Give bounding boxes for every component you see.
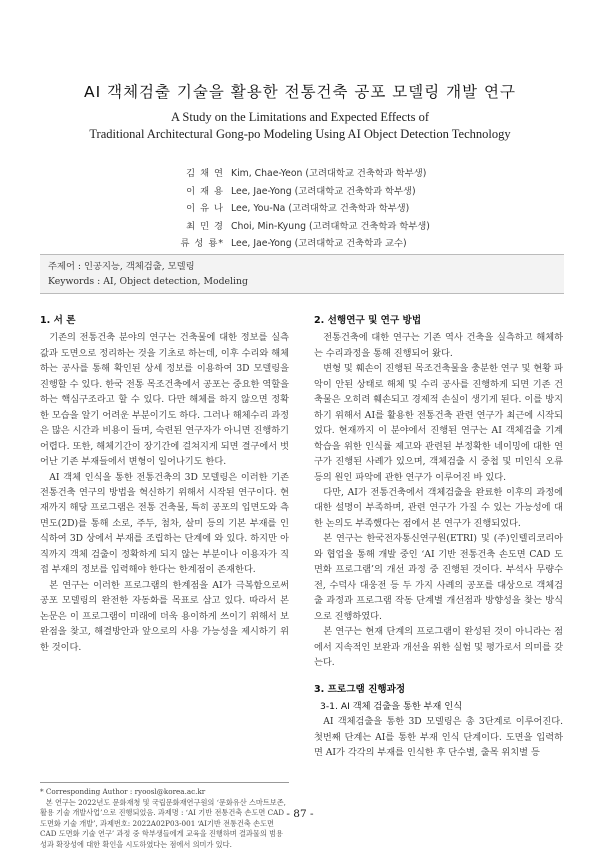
body-paragraph: AI 객체 인식을 통한 전통건축의 3D 모델링은 이러한 기존 전통건축 연구의 방법을 혁신하기 위해서 시작된 연구이다. 현재까지 해당 프로그램은 전통 건축물, 특히 공포의 입면도와 측면도(2D)를 통해 소로, 주두, 첨차, 살미 등의 기본 부재를 인식하여 3D 상에서 부재를 조립하는 단계에 와 있다. 하지만 아직까지 객체 검출이 정확하게 되지 않는 부분이나 이용자가 직접 부재의 정보를 입력해야 한다는 한계점이 존재한다. xyxy=(40,471,289,576)
author-english-name: Lee, You-Na xyxy=(230,203,286,214)
author-affiliation: (고려대학교 건축학과 학부생) xyxy=(294,185,416,197)
author-korean-name: 류 성 룡* xyxy=(180,238,224,249)
english-title-line: Traditional Architectural Gong-po Modeling Using AI Object Detection Technology xyxy=(89,127,511,141)
author-entry xyxy=(178,183,478,201)
author-english-name: Lee, Jae-Yong xyxy=(230,185,292,197)
section-heading-program-process: 3. 프로그램 진행과정 xyxy=(314,684,406,696)
body-paragraph: 기존의 전통건축 분야의 연구는 건축물에 대한 정보를 실측값과 도면으로 정리하는 것을 기초로 하는데, 이후 수리와 해체하는 공사를 통해 확인된 상세 정보를 이용하여 3D 모델링을 진행할 수 있다. 한국 전통 목조건축에서 공포는 중요한 역할을 하는 핵심구조라고 할 수 있다. 다만 해체를 하지 않으면 정확한 모습을 알기 어려운 부분이기도 하다. 그러나 해체수리 과정은 많은 시간과 비용이 들며, 숙련된 연구자가 아니면 진행하기 어렵다. 또한, 해체기간이 장기간에 걸쳐지게 되면 결구에서 벗어난 기존 부재들에서 변형이 일어나기도 한다. xyxy=(40,332,289,468)
section-heading-introduction: 1. 서 론 xyxy=(40,315,76,326)
author-english-name: Kim, Chae-Yeon xyxy=(230,168,303,179)
body-paragraph: AI 객체검출을 통한 3D 모델링은 총 3단계로 이루어진다. 첫번째 단계는 AI를 통한 부재 인식 단계이다. 도면을 입력하면 AI가 각각의 부재를 인식한 후 단수별, 출목 위치별 등 xyxy=(314,716,563,759)
author-korean-name: 이 유 나 xyxy=(186,203,224,214)
page-number: - 87 - xyxy=(286,808,314,820)
body-paragraph: 본 연구는 현재 단계의 프로그램이 완성된 것이 아니라는 점에서 지속적인 보완과 개선을 위한 실험 및 평가로서 의미를 갖는다. xyxy=(314,626,563,668)
author-entry xyxy=(178,218,478,236)
keywords-box xyxy=(40,254,564,294)
author-korean-name: 이 재 용 xyxy=(186,185,224,197)
author-korean-name: 최 민 경 xyxy=(186,220,224,232)
english-title-line: A Study on the Limitations and Expected Effects of xyxy=(170,110,430,124)
keywords-english: Keywords : AI, Object detection, Modeling xyxy=(48,276,248,287)
author-entry xyxy=(178,200,478,218)
author-korean-name: 김 채 연 xyxy=(186,168,224,179)
paper-title: AI 객체검출 기술을 활용한 전통건축 공포 모델링 개발 연구 xyxy=(84,83,516,101)
corresponding-author: * Corresponding Author : ryoosl@korea.ac.kr xyxy=(40,787,206,796)
subsection-heading: 3-1. AI 객체 검출을 통한 부재 인식 xyxy=(320,700,463,712)
body-paragraph: 본 연구는 한국전자통신연구원(ETRI) 및 (주)인텔리코리아와 협업을 통해 개발 중인 ‘AI 기반 전통건축 손도면 CAD 도면화 프로그램’의 개선 과정 중 진행된 것이다. 부석사 무량수전, 수덕사 대웅전 등 두 가지 사례의 공포를 대상으로 객체검출 과정과 프로그램 작동 단계별 개선점과 방향성을 찾는 방식으로 진행하였다. xyxy=(314,533,563,622)
author-english-name: Choi, Min-Kyung xyxy=(230,220,306,232)
author-affiliation: (고려대학교 건축학과 학부생) xyxy=(308,220,430,232)
body-paragraph: 변형 및 훼손이 진행된 목조건축물을 충분한 연구 및 현황 파악이 안된 상태로 해체 및 수리 공사를 진행하게 되면 기존 건축물은 오히려 훼손되고 경제적 손실이 생기게 된다. 이를 방지하기 위해서 AI를 활용한 전통건축 관련 연구가 최근에 시작되었다. 현재까지 이 분야에서 진행된 연구는 AI 객체검출 기계학습을 위한 인식률 제고와 관련된 부정확한 네이밍에 대한 연구가 진행된 사례가 있으며, 객체검출 시 중첩 및 미인식 오류 등의 원인 파악에 관한 연구가 이루어진 바 있다. xyxy=(314,363,563,483)
section-heading-prior-research: 2. 선행연구 및 연구 방법 xyxy=(314,315,422,326)
author-affiliation: (고려대학교 건축학과 학부생) xyxy=(288,203,410,214)
author-entry xyxy=(178,165,478,183)
body-paragraph: 전통건축에 대한 연구는 기존 역사 건축을 실측하고 해체하는 수리과정을 통해 진행되어 왔다. xyxy=(314,332,563,359)
author-entry xyxy=(178,235,478,253)
left-column xyxy=(40,313,289,655)
english-title xyxy=(0,109,600,143)
body-paragraph: 다만, AI가 전통건축에서 객체검출을 완료한 이후의 과정에 대한 설명이 부족하며, 관련 연구가 가질 수 있는 가능성에 대한 논의도 부족했다는 점에서 본 연구가 진행되었다. xyxy=(314,486,563,529)
author-affiliation: (고려대학교 건축학과 교수) xyxy=(294,238,407,249)
author-affiliation: (고려대학교 건축학과 학부생) xyxy=(305,168,427,179)
right-column xyxy=(314,313,563,761)
funding-note: 본 연구는 2022년도 문화재청 및 국립문화재연구원의 ‘문화유산 스마트보존, 활용 기술 개발사업’으로 진행되었음. 과제명 : ‘AI 기반 전통건축 손도면 CAD 도면화 기술 개발’, 과제번호: 2022A02P03-001 ‘AI기반 전통건축 손도면 CAD 도면화 기술 연구’ 과정 중 학부생들에게 교육을 진행하며 결과물의 범용성과 확장성에 대한 확인을 시도하였다는 점에서 의미가 있다. xyxy=(40,797,286,848)
body-paragraph: 본 연구는 이러한 프로그램의 한계점을 AI가 극복함으로써 공포 모델링의 완전한 자동화를 목표로 삼고 있다. 따라서 본 논문은 이 프로그램이 미래에 더욱 용이하게 쓰이기 위해서 보완점을 찾고, 해결방안과 앞으로의 사용 가능성을 제시하기 위한 것이다. xyxy=(40,579,289,653)
author-list xyxy=(178,165,478,253)
author-english-name: Lee, Jae-Yong xyxy=(230,238,292,249)
keywords-korean: 주제어 : 인공지능, 객체검출, 모델링 xyxy=(48,261,195,272)
